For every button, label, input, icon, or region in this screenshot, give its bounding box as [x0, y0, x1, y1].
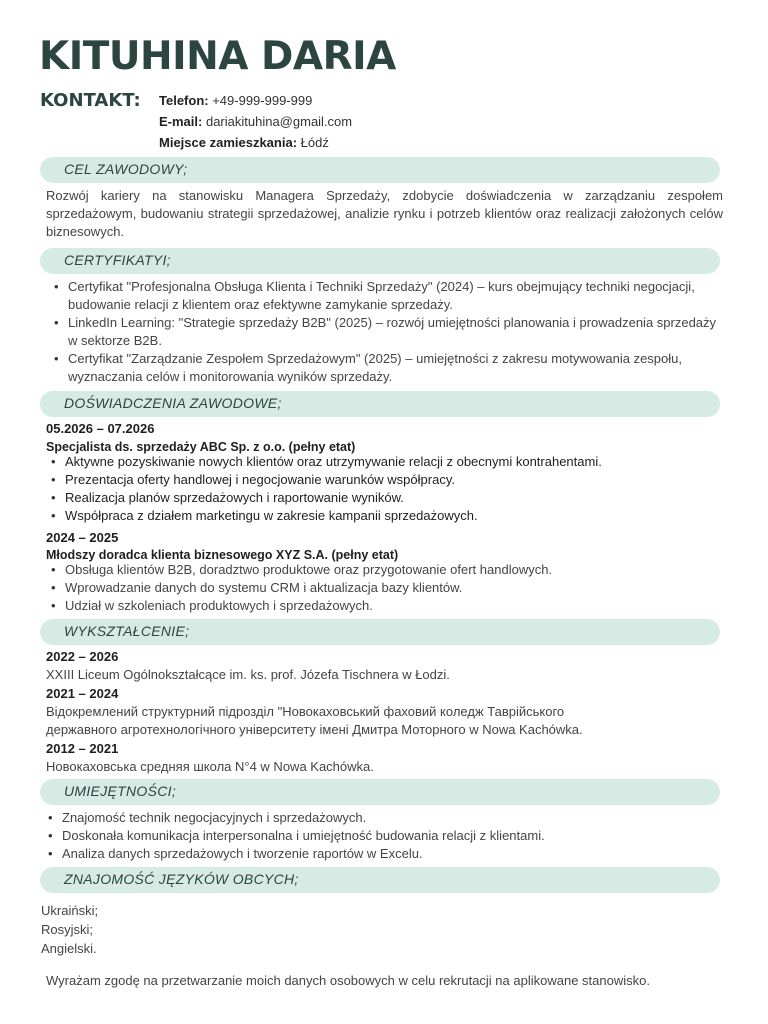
contact-heading: KONTAKT: — [40, 90, 141, 111]
section-header-goal — [40, 157, 720, 183]
residence-label: Miejsce zamieszkania: — [159, 135, 298, 150]
job-title: Specjalista ds. sprzedaży ABC Sp. z o.o. (pełny etat) — [46, 440, 356, 454]
section-title-certificates: CERTYFIKATYI; — [64, 252, 171, 268]
job-duties-list — [47, 453, 719, 525]
email-line — [159, 111, 352, 132]
residence-value: Łódź — [300, 135, 329, 150]
job-dates: 2024 – 2025 — [46, 530, 119, 545]
phone-line — [159, 90, 352, 111]
residence-line — [159, 132, 352, 153]
section-header-education — [40, 619, 720, 645]
list-item: • Wprowadzanie danych do systemu CRM i aktualizacja bazy klientów. — [47, 579, 719, 597]
section-title-skills: UMIEJĘTNOŚCI; — [64, 783, 177, 799]
list-item: • Realizacja planów sprzedażowych i raportowanie wyników. — [47, 489, 719, 507]
section-header-certificates — [40, 248, 720, 274]
list-item: • Znajomość technik negocjacyjnych i sprzedażowych. — [44, 809, 716, 827]
list-item: • LinkedIn Learning: "Strategie sprzedaży B2B" (2025) – rozwój umiejętności planowania i prowadzenia sprzedaży w sektorze B2B. — [50, 314, 722, 350]
list-item: • Doskonała komunikacja interpersonalna i umiejętność budowania relacji z klientami. — [44, 827, 716, 845]
list-item: • Certyfikat "Profesjonalna Obsługa Klienta i Techniki Sprzedaży" (2024) – kurs obejmujący techniki negocjacji, budowanie relacji z klientem oraz efektywne zamykanie sprzedaży. — [50, 278, 722, 314]
email-label: E-mail: — [159, 114, 203, 129]
section-header-experience — [40, 391, 720, 417]
contact-details — [159, 90, 352, 153]
job-title: Młodszy doradca klienta biznesowego XYZ S.A. (pełny etat) — [46, 548, 399, 562]
list-item: • Aktywne pozyskiwanie nowych klientów oraz utrzymywanie relacji z obecnymi kontrahentami. — [47, 453, 719, 471]
list-item: • Obsługa klientów B2B, doradztwo produktowe oraz przygotowanie ofert handlowych. — [47, 561, 719, 579]
list-item: • Udział w szkoleniach produktowych i sprzedażowych. — [47, 597, 719, 615]
phone-value: +49-999-999-999 — [212, 93, 313, 108]
section-title-languages: ZNAJOMOŚĆ JĘZYKÓW OBCYCH; — [64, 871, 299, 887]
language-item: Ukraiński; — [41, 903, 99, 918]
section-header-languages — [40, 867, 720, 893]
education-dates: 2021 – 2024 — [46, 686, 119, 701]
education-school: Новокаховська средняя школа N°4 w Nowa Kachówka. — [46, 759, 374, 774]
section-title-experience: DOŚWIADCZENIA ZAWODOWE; — [64, 395, 282, 411]
list-item: • Prezentacja oferty handlowej i negocjowanie warunków współpracy. — [47, 471, 719, 489]
section-header-skills — [40, 779, 720, 805]
job-duties-list — [47, 561, 719, 615]
consent-clause: Wyrażam zgodę na przetwarzanie moich danych osobowych w celu rekrutacji na aplikowane stanowisko. — [46, 973, 650, 988]
list-item: • Analiza danych sprzedażowych i tworzenie raportów w Excelu. — [44, 845, 716, 863]
section-title-education: WYKSZTAŁCENIE; — [64, 623, 190, 639]
candidate-name: KITUHINA DARIA — [39, 34, 396, 79]
education-dates: 2022 – 2026 — [46, 649, 119, 664]
education-school: Відокремлений структурний підрозділ "Новокаховський фаховий коледж Таврійського — [46, 704, 565, 719]
section-title-goal: CEL ZAWODOWY; — [64, 161, 188, 177]
email-value: dariakituhina@gmail.com — [205, 114, 353, 129]
goal-text: Rozwój kariery na stanowisku Managera Sprzedaży, zdobycie doświadczenia w zarządzaniu zespołem sprzedażowym, budowaniu strategii sprzedażowej, analizie rynku i potrzeb klientów oraz realizacji założonych celów biznesowych. — [46, 188, 723, 239]
list-item: • Współpraca z działem marketingu w zakresie kampanii sprzedażowych. — [47, 507, 719, 525]
language-item: Angielski. — [41, 941, 97, 956]
skills-list — [44, 809, 716, 863]
language-item: Rosyjski; — [41, 922, 94, 937]
certificates-list — [50, 278, 722, 386]
list-item: • Certyfikat "Zarządzanie Zespołem Sprzedażowym" (2025) – umiejętności z zakresu motywowania zespołu, wyznaczania celów i monitorowania wyników sprzedaży. — [50, 350, 722, 386]
education-school: державного агротехнологічного університету імені Дмитра Моторного w Nowa Kachówka. — [46, 722, 583, 737]
job-dates: 05.2026 – 07.2026 — [46, 421, 155, 436]
education-school: XXIII Liceum Ogólnokształcące im. ks. prof. Józefa Tischnera w Łodzi. — [46, 667, 450, 682]
education-dates: 2012 – 2021 — [46, 741, 119, 756]
phone-label: Telefon: — [159, 93, 209, 108]
